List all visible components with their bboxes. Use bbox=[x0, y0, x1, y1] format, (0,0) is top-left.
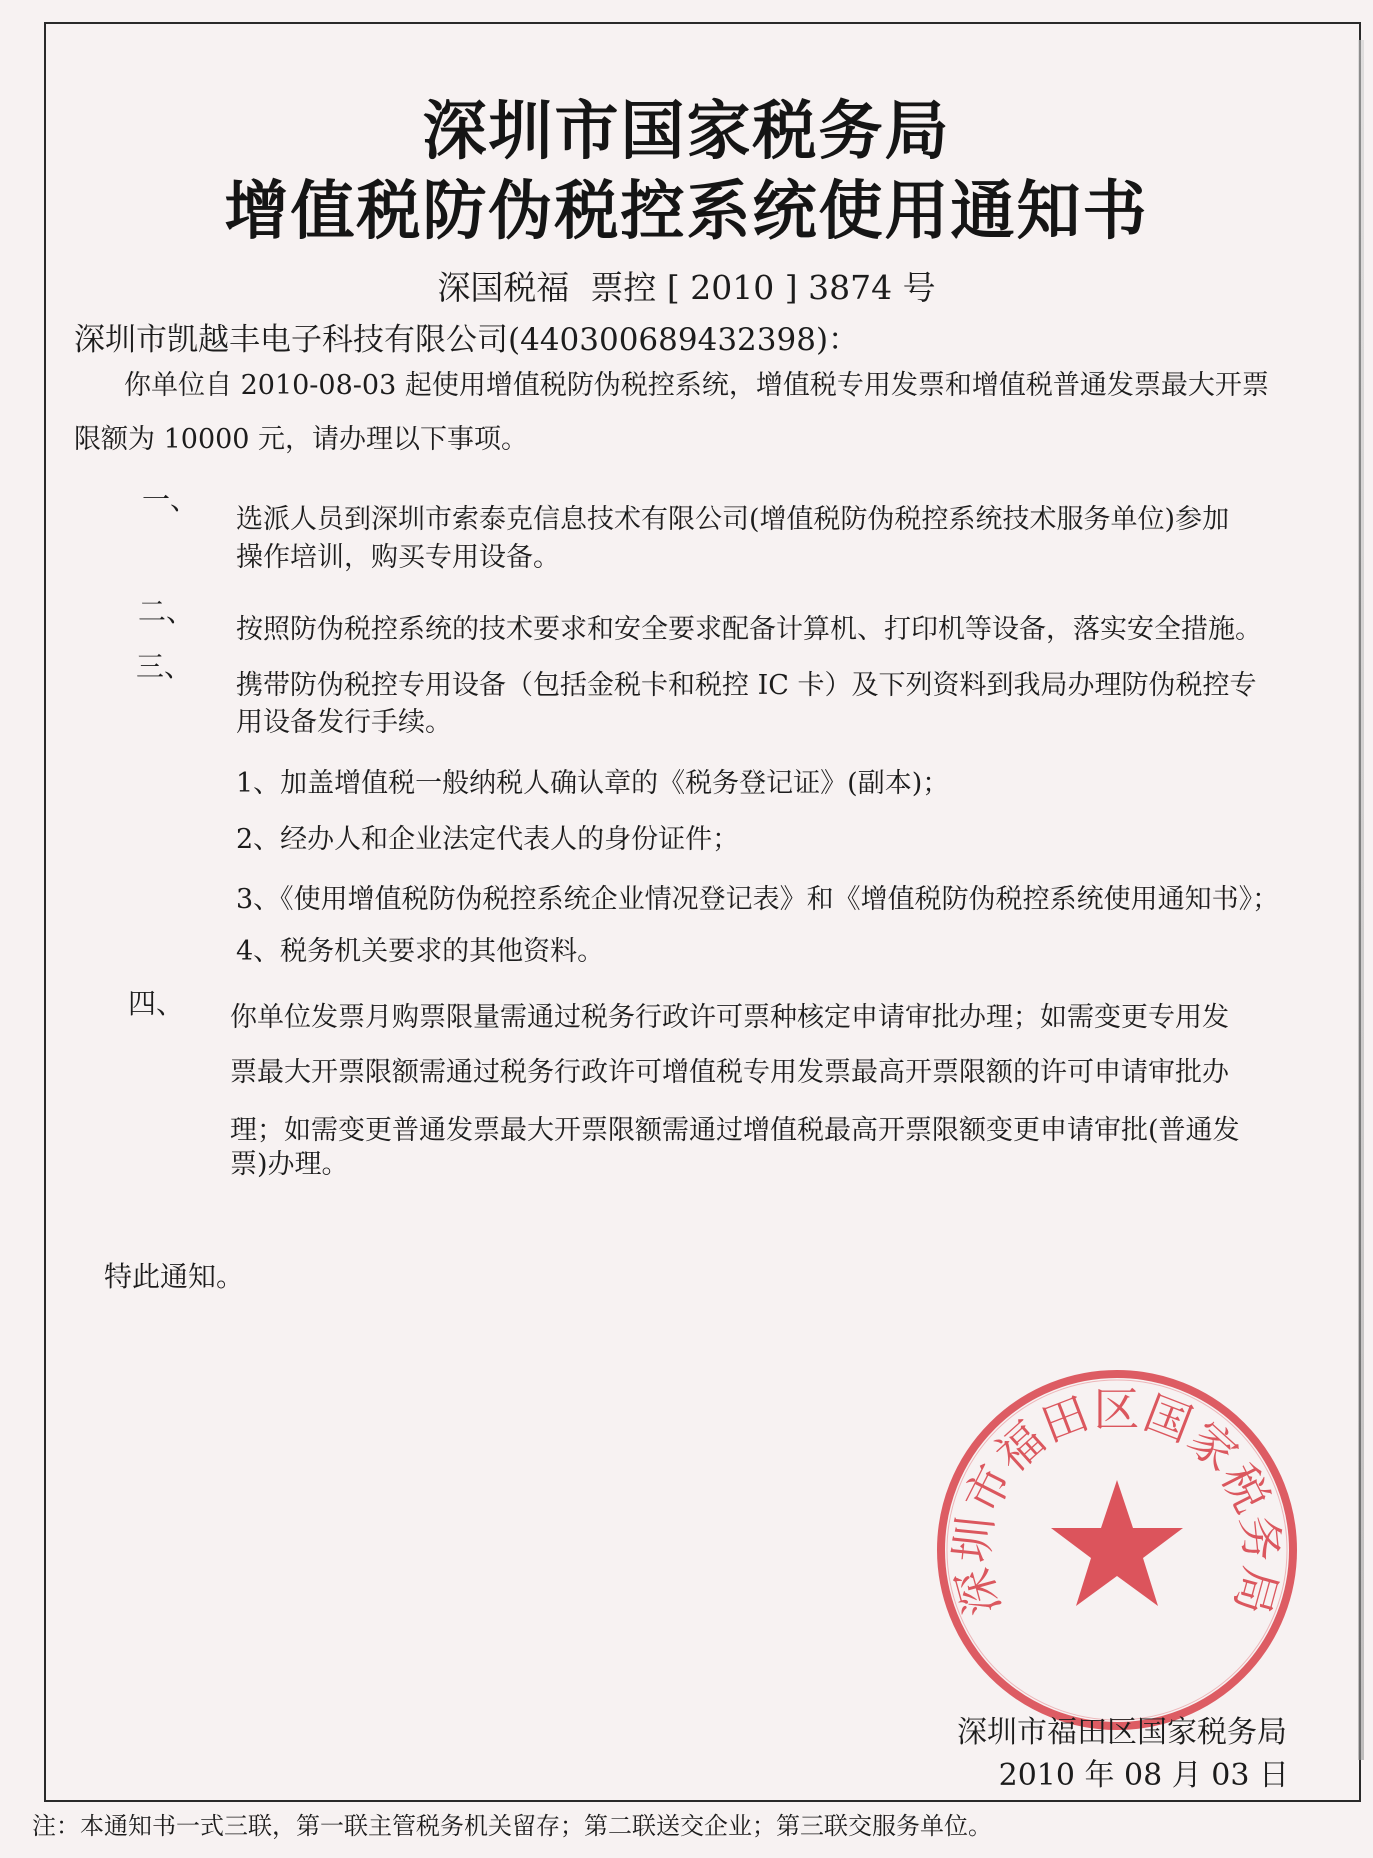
issuing-authority: 深圳市福田区国家税务局 bbox=[957, 1715, 1287, 1750]
seal-lettering: 深圳市福田区国家税务局 bbox=[944, 1382, 1290, 1622]
item-3-line-1: 携带防伪税控专用设备（包括金税卡和税控 IC 卡）及下列资料到我局办理防伪税控专 bbox=[236, 670, 1257, 701]
recipient-line: 深圳市凯越丰电子科技有限公司(440300689432398)： bbox=[74, 322, 860, 358]
item-4-line-3: 理；如需变更普通发票最大开票限额需通过增值税最高开票限额变更申请审批(普通发 bbox=[230, 1115, 1240, 1146]
item-1-line-1: 选派人员到深圳市索泰克信息技术有限公司(增值税防伪税控系统技术服务单位)参加 bbox=[236, 504, 1230, 535]
item-4-line-2: 票最大开票限额需通过税务行政许可增值税专用发票最高开票限额的许可申请审批办 bbox=[230, 1057, 1229, 1088]
item-3-line-2: 用设备发行手续。 bbox=[236, 707, 452, 738]
footnote: 注：本通知书一式三联，第一联主管税务机关留存；第二联送交企业；第三联交服务单位。 bbox=[32, 1812, 992, 1840]
item-3-subitem-3: 3、《使用增值税防伪税控系统企业情况登记表》和《增值税防伪税控系统使用通知书》； bbox=[236, 884, 1280, 915]
closing-text: 特此通知。 bbox=[104, 1260, 245, 1293]
intro-line-2: 限额为 10000 元，请办理以下事项。 bbox=[74, 424, 529, 455]
item-3-subitem-2: 2、经办人和企业法定代表人的身份证件； bbox=[236, 824, 740, 855]
document-title-line-2: 增值税防伪税控系统使用通知书 bbox=[224, 175, 1149, 249]
document-title-line-1: 深圳市国家税务局 bbox=[422, 95, 951, 169]
intro-line-1: 你单位自 2010-08-03 起使用增值税防伪税控系统，增值税专用发票和增值税普通发票最大开票 bbox=[124, 370, 1269, 401]
item-3-number: 三、 bbox=[136, 650, 193, 683]
item-2-number: 二、 bbox=[138, 595, 195, 628]
item-3-subitem-4: 4、税务机关要求的其他资料。 bbox=[236, 936, 605, 967]
item-1-line-2: 操作培训，购买专用设备。 bbox=[236, 542, 560, 573]
item-4-line-4: 票)办理。 bbox=[230, 1149, 349, 1180]
item-4-number: 四、 bbox=[128, 987, 185, 1020]
seal-star-icon bbox=[1051, 1480, 1183, 1606]
item-4-line-1: 你单位发票月购票限量需通过税务行政许可票种核定申请审批办理；如需变更专用发 bbox=[230, 1002, 1229, 1033]
issue-date: 2010 年 08 月 03 日 bbox=[998, 1758, 1289, 1793]
item-3-subitem-1: 1、加盖增值税一般纳税人确认章的《税务登记证》(副本)； bbox=[236, 768, 950, 799]
document-number: 深国税福 票控 [ 2010 ] 3874 号 bbox=[437, 268, 936, 307]
item-2-line-1: 按照防伪税控系统的技术要求和安全要求配备计算机、打印机等设备，落实安全措施。 bbox=[236, 614, 1262, 645]
item-1-number: 一、 bbox=[142, 483, 199, 516]
official-seal bbox=[935, 1368, 1299, 1732]
